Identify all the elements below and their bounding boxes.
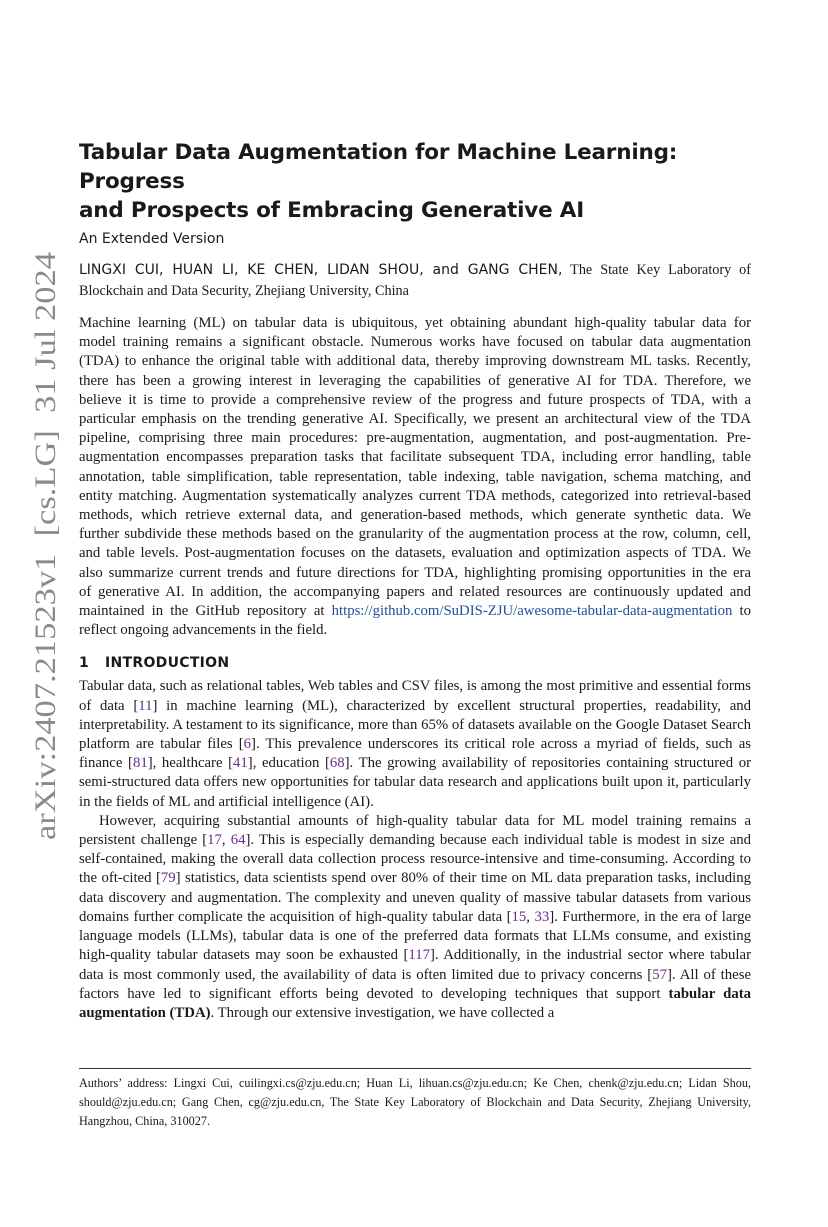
abstract-line: and table levels. Post-augmentation focuses on the datasets, evaluation and optimization aspects of TDA. We <box>79 545 751 562</box>
author-names: LINGXI CUI, HUAN LI, KE CHEN, LIDAN SHOU, and GANG CHEN, <box>79 262 563 278</box>
paragraph-text: ]. Furthermore, in the era of large language models (LLMs), tabular data is one of the preferred data formats that LLMs consume, and existing high-quality tabular datasets may soon be exhausted [ <box>79 908 751 964</box>
citation-link[interactable]: 79 <box>160 870 176 887</box>
paragraph-text: . Through our extensive investigation, we have collected a <box>210 1004 555 1021</box>
citation-separator: , <box>221 832 231 849</box>
author-affiliation: The State Key Laboratory of Blockchain and Data Security, Zhejiang University, China <box>79 262 751 299</box>
citation-link[interactable]: 33 <box>534 908 550 925</box>
title-line-2: and Prospects of Embracing Generative AI <box>79 198 584 223</box>
introduction-paragraph-1 <box>79 677 751 811</box>
section-number: 1 <box>79 655 90 672</box>
paper-first-page <box>79 138 751 1023</box>
abstract-line: further subdivide these methods based on the granularity of the augmentation process at the row, column, cell, <box>79 526 751 543</box>
abstract <box>79 314 751 640</box>
citation-link[interactable]: 6 <box>243 736 252 753</box>
footnote-divider <box>79 1068 751 1069</box>
introduction-paragraph-2 <box>79 812 751 1023</box>
paragraph-text: ]. All of these factors have led to significant efforts being devoted to developing techniques that support <box>79 966 751 1002</box>
abstract-line: particular emphasis on the trending generative AI. Specifically, we present an architectural view of the TDA <box>79 411 751 428</box>
github-repository-link[interactable]: https://github.com/SuDIS-ZJU/awesome-tabular-data-augmentation <box>331 603 733 620</box>
section-heading-introduction <box>79 655 751 671</box>
abstract-line: annotation, table simplification, table representation, table indexing, table navigation, schema matching, and <box>79 468 751 485</box>
title-line-1: Tabular Data Augmentation for Machine Learning: Progress <box>79 140 678 194</box>
abstract-line-with-link <box>79 602 751 621</box>
citation-link[interactable]: 64 <box>230 832 246 849</box>
abstract-line: there has been a growing interest in leveraging the capabilities of generative AI for TDA. Therefore, we <box>79 372 751 389</box>
authors-address-footnote: Authors’ address: Lingxi Cui, cuilingxi.cs@zju.edu.cn; Huan Li, lihuan.cs@zju.edu.cn; Ke Chen, chenk@zju.edu.cn; Lidan Shou, should@zju.edu.cn; Gang Chen, cg@zju.edu.cn, The State Key Laboratory of Blockchain and Data Security, Zhejiang University, Hangzhou, China, 310027. <box>79 1076 751 1128</box>
paragraph-text: ], healthcare [ <box>147 755 234 772</box>
arxiv-stamp-text: arXiv:2407.21523v1 [cs.LG] 31 Jul 2024 <box>30 336 62 840</box>
paragraph-text: ]. Additionally, in the industrial sector where tabular data is most commonly used, the availability of data is often limited due to privacy concerns [ <box>79 947 751 983</box>
abstract-line: pipeline, comprising three main procedures: pre-augmentation, augmentation, and post-augmentation. Pre- <box>79 430 751 447</box>
abstract-line: augmentation encompasses preparation tasks that facilitate subsequent TDA, including error handling, table <box>79 449 751 466</box>
paper-title <box>79 138 751 225</box>
section-title: INTRODUCTION <box>105 655 230 672</box>
citation-link[interactable]: 68 <box>329 755 345 772</box>
paragraph-text: ]. The growing availability of repositories containing structured or semi-structured data offers new opportunities for tabular data research and applications built upon it, particularly in the fields of ML and artificial intelligence (AI). <box>79 755 751 810</box>
abstract-line: believe it is time to provide a comprehensive review of the progress and future prospects of TDA, with a <box>79 391 751 408</box>
citation-link[interactable]: 17 <box>207 832 222 849</box>
abstract-line: (TDA) to enhance the original table with additional data, thereby improving downstream ML tasks. Recently, <box>79 353 751 370</box>
author-block <box>79 260 751 302</box>
citation-link[interactable]: 117 <box>408 947 430 964</box>
paragraph-text: ] in machine learning (ML), characterized by excellent structural properties, readability, and interpretability. A testament to its significance, more than 65% of datasets available on the Google Dataset Search platform are tabular files [ <box>79 697 752 753</box>
paragraph-text: ]. This is especially demanding because each individual table is modest in size and self-contained, making the overall data collection process resource-intensive and time-consuming. According to the oft-cited [ <box>79 832 751 887</box>
abstract-line: reflect ongoing advancements in the field. <box>79 622 328 639</box>
paragraph-text: ]. This prevalence underscores its critical role across a myriad of fields, such as finance [ <box>79 736 751 772</box>
arxiv-identifier-stamp <box>24 250 64 840</box>
abstract-line: also summarize current trends and future directions for TDA, highlighting promising opportunities in the era <box>79 564 751 581</box>
citation-link[interactable]: 41 <box>233 755 248 772</box>
citation-link[interactable]: 57 <box>652 966 667 983</box>
abstract-line: Machine learning (ML) on tabular data is ubiquitous, yet obtaining abundant high-quality tabular data for <box>79 315 751 331</box>
paper-subtitle: An Extended Version <box>79 231 225 247</box>
citation-separator: , <box>526 908 535 925</box>
abstract-text: maintained in the GitHub repository at <box>79 603 332 620</box>
citation-link[interactable]: 15 <box>511 908 527 925</box>
paragraph-text: ], education [ <box>247 755 330 772</box>
paragraph-text: However, acquiring substantial amounts of high-quality tabular data for ML model training remains a persistent challenge [ <box>79 812 751 849</box>
abstract-line: of generative AI. In addition, the accompanying papers and related resources are continuously updated and <box>79 583 751 600</box>
paragraph-text: ] statistics, data scientists spend over 80% of their time on ML data preparation tasks, including data discovery and augmentation. The complexity and uneven quality of massive tabular datasets from various domains further complicate the acquisition of high-quality tabular data [ <box>79 870 751 925</box>
paragraph-text: Tabular data, such as relational tables, Web tables and CSV files, is among the most primitive and essential forms of data [ <box>79 678 751 714</box>
citation-link[interactable]: 81 <box>132 755 148 772</box>
abstract-line: model training remains a significant obstacle. Numerous works have focused on tabular data augmentation <box>79 334 751 351</box>
abstract-line: entity matching. Augmentation systematically analyzes current TDA methods, categorized into retrieval-based <box>79 487 751 504</box>
abstract-line: methods, which retrieve external data, and generation-based methods, which generate synthetic data. We <box>79 507 751 524</box>
citation-link[interactable]: 11 <box>138 697 153 714</box>
bold-term-tda: tabular data augmentation (TDA) <box>79 985 751 1021</box>
abstract-text: to <box>732 603 751 620</box>
